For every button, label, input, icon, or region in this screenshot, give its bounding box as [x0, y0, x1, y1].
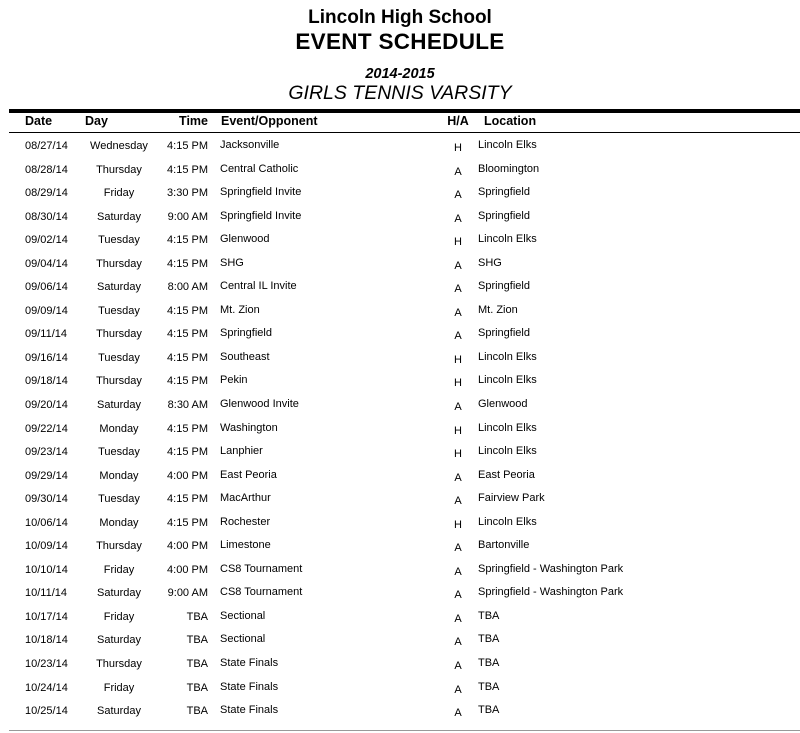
column-header-time: Time	[179, 114, 208, 128]
cell-home-away: A	[454, 495, 462, 508]
cell-location: TBA	[478, 609, 500, 622]
cell-event: Central IL Invite	[220, 280, 297, 293]
cell-home-away: A	[454, 636, 462, 649]
cell-day: Monday	[99, 516, 139, 529]
cell-home-away: A	[454, 189, 462, 202]
table-row	[0, 675, 800, 699]
cell-time: 4:15 PM	[167, 446, 208, 459]
table-row	[0, 274, 800, 298]
cell-location: Lincoln Elks	[478, 374, 537, 387]
table-row	[0, 392, 800, 416]
table-row	[0, 251, 800, 275]
cell-day: Friday	[103, 610, 135, 623]
cell-day: Tuesday	[98, 351, 140, 364]
cell-location: TBA	[478, 704, 500, 717]
cell-home-away: A	[454, 401, 462, 414]
cell-time: 8:00 AM	[167, 281, 208, 294]
cell-home-away: A	[454, 212, 462, 225]
cell-time: 4:15 PM	[167, 493, 208, 506]
cell-location: Bartonville	[478, 539, 530, 552]
cell-home-away: A	[454, 259, 462, 272]
cell-event: CS8 Tournament	[220, 586, 303, 599]
cell-event: State Finals	[220, 657, 279, 670]
cell-date: 10/09/14	[25, 540, 68, 553]
cell-event: Sectional	[220, 633, 266, 646]
cell-time: TBA	[186, 610, 208, 623]
table-row	[0, 486, 800, 510]
cell-home-away: A	[454, 471, 462, 484]
cell-time: 4:15 PM	[167, 163, 208, 176]
cell-event: Mt. Zion	[220, 303, 260, 316]
cell-location: Springfield - Washington Park	[478, 586, 624, 599]
cell-day: Friday	[103, 681, 135, 694]
cell-date: 10/06/14	[25, 516, 68, 529]
cell-time: 4:00 PM	[167, 563, 208, 576]
column-header-day: Day	[85, 114, 108, 128]
cell-event: Central Catholic	[220, 162, 299, 175]
cell-home-away: A	[454, 542, 462, 555]
cell-date: 09/06/14	[25, 281, 68, 294]
cell-date: 09/29/14	[25, 469, 68, 482]
cell-time: 3:30 PM	[167, 187, 208, 200]
schedule-table-body	[0, 133, 800, 722]
cell-day: Monday	[99, 469, 139, 482]
document-title: EVENT SCHEDULE	[295, 29, 505, 54]
cell-location: Springfield - Washington Park	[478, 562, 624, 575]
table-row	[0, 298, 800, 322]
cell-time: 4:15 PM	[167, 422, 208, 435]
table-row	[0, 698, 800, 722]
cell-date: 08/28/14	[25, 163, 68, 176]
cell-day: Thursday	[96, 328, 142, 341]
cell-home-away: H	[454, 518, 462, 531]
cell-event: Lanphier	[220, 445, 263, 458]
cell-event: Jacksonville	[220, 139, 280, 151]
header-top-rule	[9, 109, 800, 113]
cell-time: 8:30 AM	[167, 399, 208, 412]
cell-location: Mt. Zion	[478, 303, 518, 316]
cell-home-away: H	[454, 448, 462, 461]
table-row	[0, 533, 800, 557]
cell-event: State Finals	[220, 704, 279, 717]
cell-time: 9:00 AM	[167, 210, 208, 223]
cell-date: 10/24/14	[25, 681, 68, 694]
table-row	[0, 416, 800, 440]
cell-time: 4:15 PM	[167, 375, 208, 388]
cell-day: Thursday	[96, 163, 142, 176]
cell-event: CS8 Tournament	[220, 562, 303, 575]
cell-location: TBA	[478, 633, 500, 646]
cell-date: 10/11/14	[25, 587, 68, 600]
cell-day: Wednesday	[90, 140, 148, 152]
cell-day: Thursday	[96, 658, 142, 671]
cell-day: Friday	[103, 563, 135, 576]
cell-day: Tuesday	[98, 234, 140, 247]
cell-home-away: A	[454, 683, 462, 696]
cell-event: Glenwood Invite	[220, 398, 299, 411]
cell-date: 10/25/14	[25, 705, 68, 718]
cell-home-away: H	[454, 236, 462, 249]
cell-location: Springfield	[478, 280, 530, 293]
cell-time: 4:15 PM	[167, 304, 208, 317]
column-header-location: Location	[484, 114, 537, 128]
cell-time: 4:00 PM	[167, 540, 208, 553]
cell-home-away: H	[454, 142, 462, 154]
table-row	[0, 133, 800, 157]
cell-time: 4:15 PM	[167, 140, 208, 152]
cell-location: Springfield	[478, 327, 530, 340]
cell-event: Springfield Invite	[220, 209, 302, 222]
cell-location: Lincoln Elks	[478, 445, 537, 458]
table-row	[0, 557, 800, 581]
cell-time: TBA	[186, 634, 208, 647]
team-title: GIRLS TENNIS VARSITY	[288, 82, 512, 104]
cell-time: 4:15 PM	[167, 351, 208, 364]
cell-date: 10/17/14	[25, 610, 68, 623]
cell-day: Tuesday	[98, 446, 140, 459]
cell-date: 09/09/14	[25, 304, 68, 317]
cell-home-away: A	[454, 283, 462, 296]
cell-event: Pekin	[220, 374, 248, 387]
cell-day: Saturday	[96, 587, 142, 600]
cell-time: 4:00 PM	[167, 469, 208, 482]
table-column-headers	[0, 114, 800, 131]
cell-day: Tuesday	[98, 493, 140, 506]
table-row	[0, 627, 800, 651]
cell-day: Saturday	[96, 399, 142, 412]
cell-home-away: A	[454, 565, 462, 578]
cell-location: East Peoria	[478, 468, 535, 481]
cell-date: 09/30/14	[25, 493, 68, 506]
cell-date: 10/10/14	[25, 563, 68, 576]
table-row	[0, 204, 800, 228]
cell-location: Lincoln Elks	[478, 139, 537, 151]
cell-home-away: H	[454, 353, 462, 366]
cell-date: 08/30/14	[25, 210, 68, 223]
cell-date: 09/04/14	[25, 257, 68, 270]
cell-home-away: A	[454, 165, 462, 178]
cell-event: Springfield Invite	[220, 186, 302, 199]
cell-date: 09/02/14	[25, 234, 68, 247]
cell-day: Friday	[103, 187, 135, 200]
cell-event: Sectional	[220, 609, 266, 622]
cell-day: Saturday	[96, 281, 142, 294]
cell-date: 09/18/14	[25, 375, 68, 388]
cell-location: Lincoln Elks	[478, 233, 537, 246]
table-row	[0, 510, 800, 534]
cell-date: 09/20/14	[25, 399, 68, 412]
cell-time: 4:15 PM	[167, 234, 208, 247]
column-header-home-away: H/A	[447, 114, 469, 128]
cell-event: SHG	[220, 256, 244, 269]
cell-day: Monday	[99, 422, 139, 435]
table-row	[0, 157, 800, 181]
table-row	[0, 345, 800, 369]
table-row	[0, 604, 800, 628]
cell-location: Springfield	[478, 186, 530, 199]
table-row	[0, 227, 800, 251]
column-header-event: Event/Opponent	[221, 114, 318, 128]
cell-event: Springfield	[220, 327, 272, 340]
school-name: Lincoln High School	[308, 7, 492, 28]
cell-event: Limestone	[220, 539, 271, 552]
cell-home-away: A	[454, 707, 462, 720]
cell-day: Thursday	[96, 375, 142, 388]
cell-event: State Finals	[220, 680, 279, 693]
cell-home-away: H	[454, 424, 462, 437]
cell-home-away: A	[454, 306, 462, 319]
cell-day: Saturday	[96, 210, 142, 223]
cell-location: TBA	[478, 657, 500, 670]
cell-home-away: A	[454, 660, 462, 673]
cell-date: 09/22/14	[25, 422, 68, 435]
cell-date: 08/29/14	[25, 187, 68, 200]
cell-event: MacArthur	[220, 492, 271, 505]
cell-time: 4:15 PM	[167, 516, 208, 529]
cell-location: Bloomington	[478, 162, 540, 175]
cell-time: TBA	[186, 658, 208, 671]
cell-event: Glenwood	[220, 233, 270, 246]
cell-event: Washington	[220, 421, 278, 434]
cell-event: Rochester	[220, 515, 271, 528]
cell-location: Springfield	[478, 209, 530, 222]
cell-day: Saturday	[96, 705, 142, 718]
cell-location: Lincoln Elks	[478, 350, 537, 363]
cell-event: Southeast	[220, 350, 270, 363]
cell-home-away: A	[454, 612, 462, 625]
cell-time: TBA	[186, 705, 208, 718]
cell-home-away: H	[454, 377, 462, 390]
cell-event: East Peoria	[220, 468, 277, 481]
cell-time: TBA	[186, 681, 208, 694]
cell-date: 10/18/14	[25, 634, 68, 647]
table-row	[0, 580, 800, 604]
cell-location: TBA	[478, 680, 500, 693]
cell-time: 4:15 PM	[167, 328, 208, 341]
cell-date: 08/27/14	[25, 140, 68, 152]
cell-date: 09/16/14	[25, 351, 68, 364]
table-row	[0, 368, 800, 392]
cell-time: 4:15 PM	[167, 257, 208, 270]
table-row	[0, 439, 800, 463]
table-row	[0, 180, 800, 204]
table-row	[0, 463, 800, 487]
cell-location: Lincoln Elks	[478, 421, 537, 434]
cell-location: Glenwood	[478, 398, 528, 411]
cell-date: 10/23/14	[25, 658, 68, 671]
cell-date: 09/11/14	[25, 328, 68, 341]
table-row	[0, 651, 800, 675]
column-header-date: Date	[25, 114, 53, 128]
season-year: 2014-2015	[365, 66, 435, 82]
cell-location: Lincoln Elks	[478, 515, 537, 528]
cell-home-away: A	[454, 330, 462, 343]
cell-location: Fairview Park	[478, 492, 545, 505]
cell-day: Tuesday	[98, 304, 140, 317]
cell-time: 9:00 AM	[167, 587, 208, 600]
cell-home-away: A	[454, 589, 462, 602]
cell-date: 09/23/14	[25, 446, 68, 459]
cell-day: Thursday	[96, 540, 142, 553]
table-row	[0, 321, 800, 345]
cell-location: SHG	[478, 256, 502, 269]
cell-day: Saturday	[96, 634, 142, 647]
cell-day: Thursday	[96, 257, 142, 270]
page-bottom-rule	[9, 730, 800, 731]
